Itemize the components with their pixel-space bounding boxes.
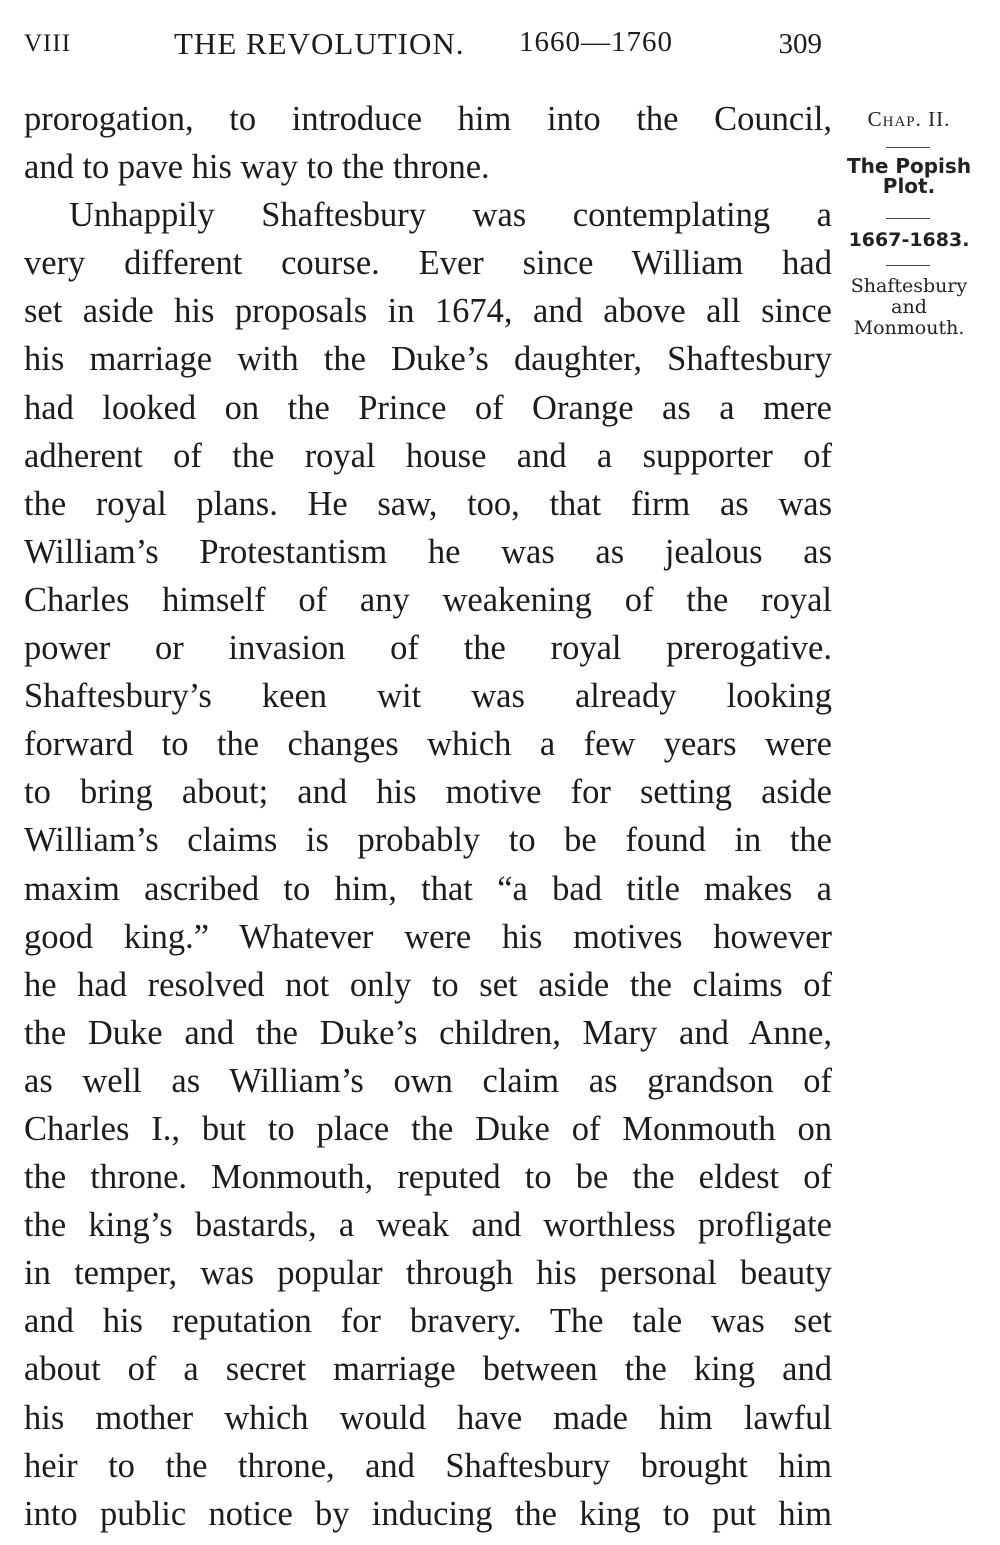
text-line: the king’s bastards, a weak and worthless profligate [24, 1206, 832, 1245]
margin-rule [886, 147, 930, 148]
text-line: in temper, was popular through his personal beauty [24, 1254, 832, 1293]
margin-subtopic-line: Shaftesbury [850, 275, 968, 297]
text-line: his mother which would have made him lawful [24, 1398, 832, 1437]
text-line: William’s Protestantism he was as jealous as [24, 532, 832, 571]
text-line: power or invasion of the royal prerogative. [24, 629, 832, 668]
page-number: 309 [778, 28, 822, 60]
text-line: into public notice by inducing the king to put him [24, 1494, 832, 1533]
paragraph-1 [24, 95, 832, 191]
body-text [24, 95, 832, 1538]
text-line: prorogation, to introduce him into the Council, [24, 100, 832, 138]
text-line: the royal plans. He saw, too, that firm as was [24, 484, 832, 523]
text-line: Charles himself of any weakening of the royal [24, 580, 832, 619]
text-line: about of a secret marriage between the king and [24, 1350, 832, 1389]
text-line: and to pave his way to the throne. [24, 148, 490, 187]
margin-topic [836, 156, 982, 196]
header-title: THE REVOLUTION. [174, 26, 465, 61]
text-line: the Duke and the Duke’s children, Mary and Anne, [24, 1013, 832, 1052]
margin-rule [886, 265, 930, 266]
text-line: and his reputation for bravery. The tale was set [24, 1302, 832, 1341]
text-line: the throne. Monmouth, reputed to be the eldest of [24, 1158, 832, 1197]
margin-topic-line: Plot. [882, 174, 936, 198]
margin-topic-line: The Popish [846, 154, 972, 178]
margin-dates: 1667-1683. [848, 229, 970, 251]
text-line: had looked on the Prince of Orange as a mere [24, 388, 832, 427]
margin-subtopic-line: Monmouth. [853, 317, 965, 339]
text-line: Shaftesbury’s keen wit was already looking [24, 677, 832, 716]
text-line: he had resolved not only to set aside the claims of [24, 965, 832, 1004]
text-line: very different course. Ever since William had [24, 244, 832, 283]
margin-subtopic-line: and [891, 296, 927, 318]
paragraph-2 [24, 191, 832, 1538]
header-dates: 1660—1760 [519, 26, 673, 58]
text-line: good king.” Whatever were his motives however [24, 917, 832, 956]
text-line: maxim ascribed to him, that “a bad title makes a [24, 869, 832, 908]
margin-chapter: Chap. II. [867, 107, 951, 131]
text-line: adherent of the royal house and a supporter of [24, 436, 832, 475]
text-line: his marriage with the Duke’s daughter, Shaftesbury [24, 340, 832, 379]
text-line: Charles I., but to place the Duke of Monmouth on [24, 1109, 832, 1148]
running-header [24, 26, 832, 66]
text-line: William’s claims is probably to be found in the [24, 821, 832, 860]
text-line: set aside his proposals in 1674, and above all since [24, 292, 832, 331]
text-line: Unhappily Shaftesbury was contemplating a [69, 196, 832, 235]
margin-subtopic [836, 276, 982, 339]
text-line: as well as William’s own claim as grandson of [24, 1061, 832, 1100]
text-line: heir to the throne, and Shaftesbury brought him [24, 1446, 832, 1485]
text-line: to bring about; and his motive for setting aside [24, 773, 832, 812]
text-line: forward to the changes which a few years were [24, 725, 832, 764]
header-section-number: VIII [24, 30, 72, 57]
margin-rule [886, 218, 930, 219]
